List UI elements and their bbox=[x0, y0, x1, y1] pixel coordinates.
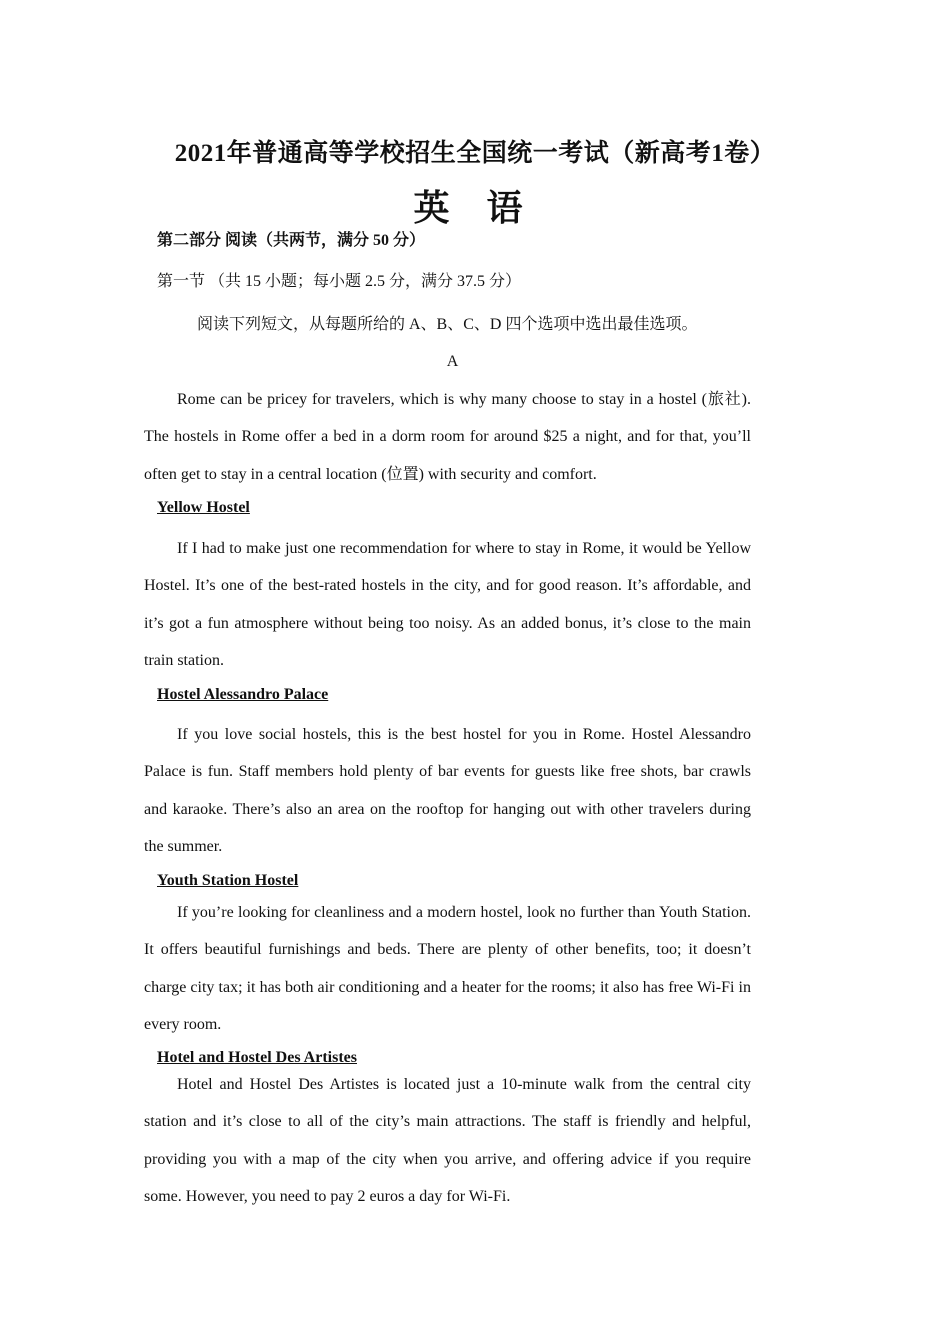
part-heading: 第二部分 阅读（共两节，满分 50 分） bbox=[157, 232, 426, 249]
hostel-heading-alessandro: Hostel Alessandro Palace bbox=[157, 686, 329, 703]
intro-paragraph: Rome can be pricey for travelers, which is why many choose to stay in a hostel (旅社). The hostels in Rome offer a bed in a dorm room for around $25 a night, and for that, you’ll often get to stay in a central location (位置) with security and comfort. bbox=[144, 391, 751, 483]
hostel-paragraph-youth-station: If you’re looking for cleanliness and a modern hostel, look no further than Youth Station. It offers beautiful furnishings and beds. There are plenty of other benefits, too; it doesn’t charge city tax; it has both air conditioning and a heater for the rooms; it also has free Wi-Fi in every room. bbox=[144, 904, 751, 1033]
hostel-paragraph-des-artistes: Hotel and Hostel Des Artistes is located just a 10-minute walk from the central city station and it’s close to all of the city’s main attractions. The staff is friendly and helpful, providing you with a map of the city when you arrive, and offering advice if you require some. However, you need to pay 2 euros a day for Wi-Fi. bbox=[144, 1076, 751, 1205]
hostel-paragraph-alessandro: If you love social hostels, this is the best hostel for you in Rome. Hostel Alessandro Palace is fun. Staff members hold plenty of bar events for guests like free shots, bar crawls and karaoke. There’s also an area on the rooftop for hanging out with other travelers during the summer. bbox=[144, 726, 751, 855]
instructions: 阅读下列短文，从每题所给的 A、B、C、D 四个选项中选出最佳选项。 bbox=[197, 316, 698, 333]
section-heading: 第一节 （共 15 小题；每小题 2.5 分，满分 37.5 分） bbox=[157, 273, 522, 290]
hostel-heading-youth-station: Youth Station Hostel bbox=[157, 872, 299, 889]
hostel-heading-des-artistes: Hotel and Hostel Des Artistes bbox=[157, 1049, 357, 1066]
exam-title: 2021年普通高等学校招生全国统一考试（新高考1卷） bbox=[174, 140, 776, 167]
subject-title: 英 语 bbox=[413, 188, 537, 228]
passage-label: A bbox=[446, 353, 459, 370]
hostel-heading-yellow: Yellow Hostel bbox=[157, 499, 250, 516]
hostel-paragraph-yellow: If I had to make just one recommendation for where to stay in Rome, it would be Yellow Hostel. It’s one of the best-rated hostels in the city, and for good reason. It’s affordable, and it’s got a fun atmosphere without being too noisy. As an added bonus, it’s close to the main train station. bbox=[144, 540, 751, 669]
